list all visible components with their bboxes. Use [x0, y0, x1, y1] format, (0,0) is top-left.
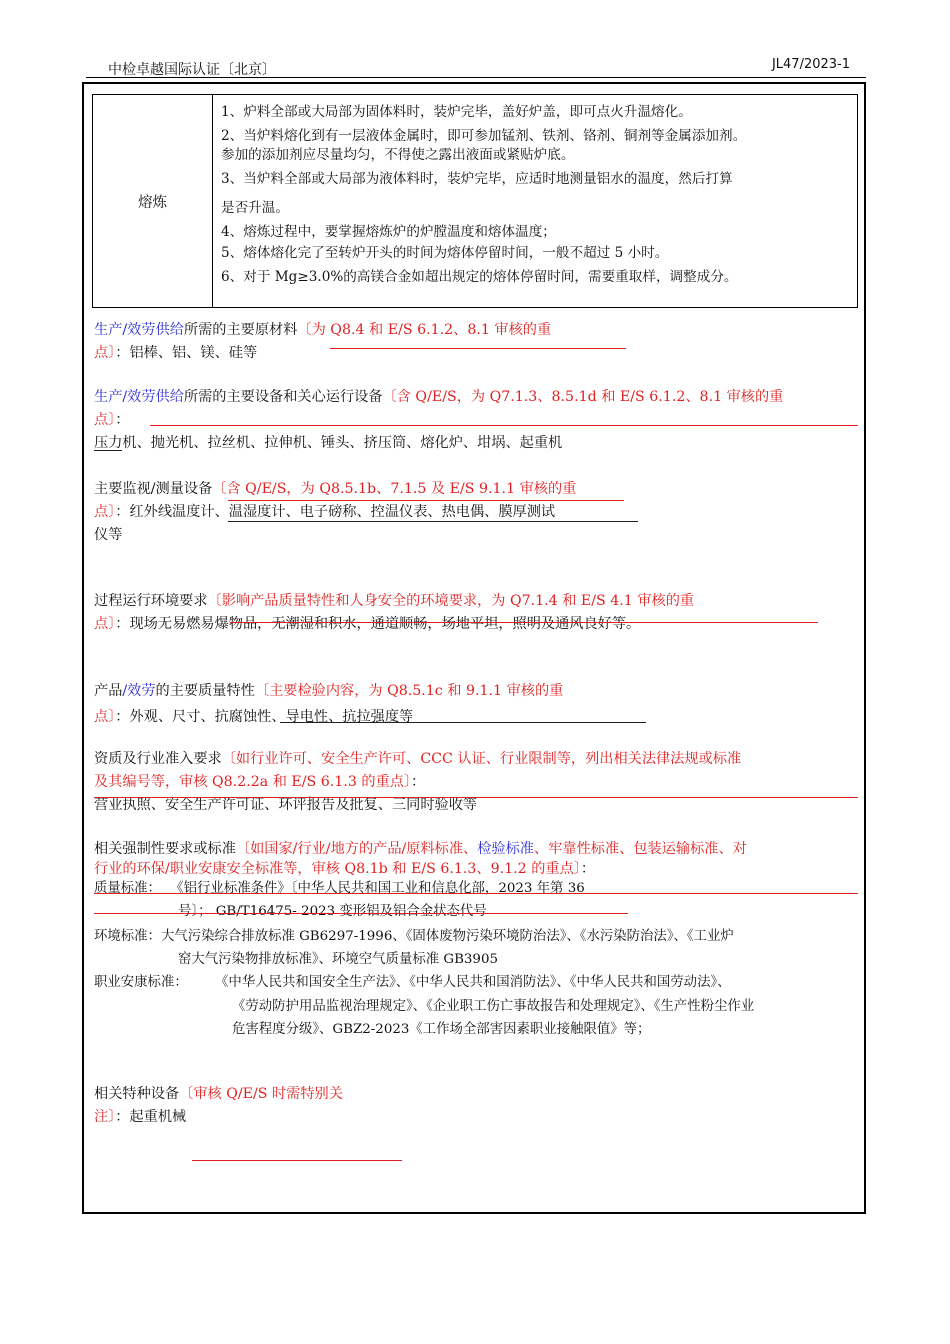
special-value: ：起重机械 [115, 1109, 187, 1125]
quality-blue: /效劳 [122, 683, 156, 699]
header-doc-code: JL47/2023-1 [771, 57, 850, 72]
header-org: 中检卓越国际认证〔北京〕 [108, 62, 276, 78]
environment-note-end: 点〕 [94, 616, 116, 632]
equipment-note: 〔含 Q/E/S，为 Q7.1.3、8.5.1d 和 E/S 6.1.2、8.1 审核的重 [382, 389, 784, 405]
monitoring-label: 主要监视/测量设备 [94, 481, 213, 497]
mandatory-colon: ： [580, 861, 596, 877]
special-note-end: 注〕 [94, 1109, 116, 1125]
env-standard [94, 925, 734, 949]
equipment-underline-short [94, 450, 122, 451]
monitoring-section [94, 478, 576, 547]
quality-standard-cont: 号〕； GB/T16475- 2023 变形铝及铝合金状态代号 [178, 904, 487, 919]
equipment-value: 压力机、抛光机、拉丝机、拉伸机、锤头、挤压筒、熔化炉、坩埚、起重机 [94, 435, 563, 451]
qualification-value: 营业执照、安全生产许可证、环评报告及批复、三同时验收等 [94, 797, 478, 813]
monitoring-value-cont: 仪等 [94, 527, 123, 543]
qualification-note: 〔如行业许可、安全生产许可、CCC 认证、行业限制等，列出相关法律法规或标准 [221, 751, 742, 767]
materials-underline [330, 348, 626, 349]
smelting-table [92, 94, 858, 308]
environment-note: 〔影响产品质量特性和人身安全的环境要求，为 Q7.1.4 和 E/S 4.1 审核的重 [207, 593, 695, 609]
quality-underline [280, 722, 646, 723]
materials-note-end: 点〕 [94, 345, 116, 361]
quality-note: 〔主要检验内容，为 Q8.5.1c 和 9.1.1 审核的重 [254, 683, 564, 699]
smelting-line: 5、熔体熔化完了至转炉开头的时间为熔体停留时间，一般不超过 5 小时。 [221, 245, 669, 261]
smelting-line: 参加的添加剂应尽量均匀，不得使之露出液面或紧贴炉底。 [221, 147, 575, 163]
special-label: 相关特种设备 [94, 1086, 180, 1102]
env-standard-text: 大气污染综合排放标准 GB6297-1996、《固体废物污染环境防治法》、《水污染防治法》、《工业炉 [160, 929, 734, 944]
ohs-standard-label: 职业安康标准： [94, 975, 188, 990]
ohs-standard [94, 971, 731, 995]
environment-value: ：现场无易燃易爆物品，无潮湿和积水，通道顺畅，场地平坦，照明及通风良好等。 [115, 616, 641, 632]
smelting-steps [221, 101, 851, 289]
quality-note-end: 点〕 [94, 709, 116, 725]
qualification-underline [94, 797, 858, 798]
mandatory-note: 〔如国家/行业/地方的产品/原料标准、 [235, 841, 478, 857]
quality-value: ：外观、尺寸、抗腐蚀性、导电性、抗拉强度等 [115, 709, 414, 725]
monitoring-note: 〔含 Q/E/S，为 Q8.5.1b、7.1.5 及 E/S 9.1.1 审核的重 [212, 481, 577, 497]
equipment-underline [150, 425, 858, 426]
monitoring-note-end: 点〕 [94, 504, 116, 520]
environment-underline [230, 622, 818, 623]
monitoring-value: ：红外线温度计、温湿度计、电子磅称、控温仪表、热电偶、膜厚测试 [115, 504, 556, 520]
mandatory-underline-2 [94, 913, 628, 914]
environment-section [94, 590, 694, 636]
equipment-colon: ： [115, 412, 130, 428]
smelting-line: 6、对于 Mg≥3.0%的高镁合金如超出规定的熔体停留时间，需要重取样，调整成分。 [221, 268, 738, 285]
mandatory-note-blue: 检验标准 [477, 841, 534, 857]
quality-standard-label: 质量标准： [94, 881, 161, 896]
special-underline [192, 1160, 402, 1161]
smelting-line: 1、炉料全部或大局部为固体料时，装炉完毕，盖好炉盖，即可点火升温熔化。 [221, 104, 692, 120]
materials-note: 〔为 Q8.4 和 E/S 6.1.2、8.1 审核的重 [297, 322, 552, 338]
env-standard-label: 环境标准： [94, 929, 161, 944]
smelting-line: 4、熔炼过程中，要掌握熔炼炉的炉膛温度和熔体温度； [221, 223, 556, 240]
monitoring-underline [228, 500, 624, 501]
ohs-standard-text: 《中华人民共和国安全生产法》、《中华人民共和国消防法》、《中华人民共和国劳动法》、 [221, 975, 731, 990]
qualification-colon: ： [411, 774, 426, 790]
mandatory-label: 相关强制性要求或标准 [94, 841, 236, 857]
mandatory-note-end: 行业的环保/职业安康安全标准等，审核 Q8.1b 和 E/S 6.1.3、9.1.2 的重点〕 [94, 861, 581, 877]
qualification-label: 资质及行业准入要求 [94, 751, 222, 767]
equipment-note-end: 点〕 [94, 412, 116, 428]
mandatory-note-cont: 、牢靠性标准、包装运输标准、对 [534, 841, 747, 857]
ohs-standard-cont-2: 危害程度分级》、GBZ2-2023《工作场全部害因素职业接触限值》等； [232, 1022, 651, 1037]
quality-standard [94, 877, 585, 901]
qualification-note-end: 及其编号等，审核 Q8.2.2a 和 E/S 6.1.3 的重点〕 [94, 774, 412, 790]
qualification-section [94, 748, 741, 817]
monitoring-underline-2 [228, 521, 638, 522]
materials-blue: 生产/效劳供给 [94, 322, 184, 338]
special-note: 〔审核 Q/E/S 时需特别关 [179, 1086, 343, 1102]
smelting-line: 2、当炉料熔化到有一层液体金属时，即可参加锰剂、铁剂、铬剂、铜剂等金属添加剂。 [221, 127, 747, 144]
mandatory-underline [94, 893, 858, 894]
env-standard-cont: 窑大气污染物排放标准》、环境空气质量标准 GB3905 [178, 952, 498, 967]
materials-value: ：铝棒、铝、镁、硅等 [115, 345, 258, 361]
special-section [94, 1083, 343, 1129]
ohs-standard-cont: 《劳动防护用品监视治理规定》、《企业职工伤亡事故报告和处理规定》、《生产性粉尘作业 [232, 999, 755, 1014]
quality-standard-text: 《铝行业标准条件》〔中华人民共和国工业和信息化部，2023 年第 36 [176, 881, 585, 896]
environment-label: 过程运行环境要求 [94, 593, 208, 609]
quality-label: 产品 [94, 683, 123, 699]
smelting-line: 是否升温。 [221, 200, 289, 216]
header-rule [86, 77, 866, 78]
equipment-blue: 生产/效劳供给 [94, 389, 184, 405]
smelting-line: 3、当炉料全部或大局部为液体料时，装炉完毕，应适时地测量铝水的温度，然后打算 [221, 170, 733, 187]
smelting-label: 熔炼 [93, 95, 213, 307]
equipment-section [94, 386, 783, 455]
materials-label: 所需的主要原材料 [183, 322, 298, 338]
materials-section [94, 319, 551, 365]
mandatory-section [94, 838, 747, 881]
equipment-label: 所需的主要设备和关心运行设备 [183, 389, 383, 405]
quality-label-cont: 的主要质量特性 [155, 683, 255, 699]
